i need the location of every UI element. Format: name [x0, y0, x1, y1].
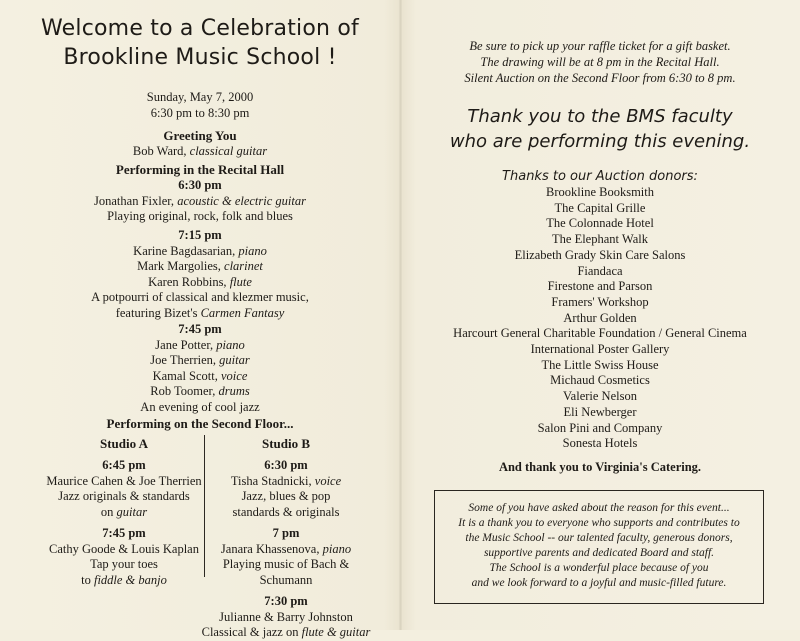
studio-b-s3-desc: Classical & jazz on [201, 625, 299, 639]
studio-b-s1-desc-2: standards & originals [232, 504, 340, 519]
set3-instrument-4: drums [218, 384, 250, 398]
studio-b-s1-performer [200, 474, 372, 490]
set2-name-2: Mark Margolies, [137, 259, 221, 273]
donors-list [400, 185, 800, 452]
studio-a-s2-names: Cathy Goode & Louis Kaplan [49, 541, 199, 556]
set2-name-1: Karine Bagdasarian, [133, 243, 236, 258]
raffle-line-2: The drawing will be at 8 pm in the Recital Hall. [480, 55, 720, 69]
set3-instrument-2: guitar [219, 353, 250, 367]
note-line: The School is a wonderful place because of you [489, 562, 709, 574]
recital-heading: Performing in the Recital Hall [115, 162, 285, 177]
studio-b-s3-inst: flute & guitar [301, 625, 371, 639]
set2-instrument-3: flute [229, 274, 252, 289]
donor-item: Sonesta Hotels [562, 436, 638, 451]
set1-performer [0, 194, 400, 210]
donor-item: Valerie Nelson [563, 389, 637, 404]
note-line: Some of you have asked about the reason for this event... [468, 502, 730, 514]
faculty-thanks-2: who are performing this evening. [449, 131, 751, 152]
studio-b-column [200, 436, 372, 641]
studio-a-s2-inst: fiddle & banjo [93, 572, 167, 587]
title-line-1: Welcome to a Celebration of [41, 16, 359, 41]
raffle-notice [400, 38, 800, 86]
raffle-line-1: Be sure to pick up your raffle ticket for a gift basket. [469, 39, 731, 53]
note-line: and we look forward to a joyful and music-filled future. [471, 577, 727, 589]
set1-name: Jonathan Fixler, [94, 193, 175, 208]
donor-item: The Colonnade Hotel [546, 216, 654, 231]
studio-b-s1-desc-1: Jazz, blues & pop [241, 489, 331, 503]
studio-a-s1-inst-line [38, 505, 210, 521]
set3-name-3: Kamal Scott, [152, 368, 218, 383]
set2-desc-2b: Carmen Fantasy [200, 305, 285, 320]
set1-time: 6:30 pm [178, 178, 222, 192]
note-line: It is a thank you to everyone who supports and contributes to [458, 517, 740, 529]
studio-a-s2-inst-line [38, 573, 210, 589]
greeting-name: Bob Ward, [132, 144, 187, 158]
set1-desc: Playing original, rock, folk and blues [107, 209, 293, 223]
faculty-thanks [400, 104, 800, 154]
studio-b-s3-names: Julianne & Barry Johnston [219, 609, 353, 624]
donor-item: Eli Newberger [563, 404, 637, 419]
set3-desc: An evening of cool jazz [140, 399, 260, 414]
set1-instrument: acoustic & electric guitar [177, 193, 306, 208]
set3-time: 7:45 pm [178, 322, 222, 336]
set3-performer-4 [0, 384, 400, 400]
faculty-thanks-1: Thank you to the BMS faculty [467, 106, 733, 127]
set3-instrument-3: voice [221, 368, 248, 383]
donors-heading: Thanks to our Auction donors: [502, 169, 698, 184]
set3-instrument-1: piano [216, 337, 245, 352]
set3-performer-2 [0, 353, 400, 369]
studio-a-s1-desc: Jazz originals & standards [58, 489, 190, 503]
studio-b-s1-name: Tisha Stadnicki, [230, 473, 312, 488]
donor-item: Framers' Workshop [551, 294, 649, 309]
set2-desc-1: A potpourri of classical and klezmer music, [91, 290, 309, 304]
second-floor-heading-wrap [0, 416, 400, 432]
set2-performer-1 [0, 244, 400, 260]
studio-b-s2-time: 7 pm [272, 526, 300, 540]
donor-item: Fiandaca [577, 263, 623, 278]
set3-name-4: Rob Toomer, [150, 384, 216, 398]
event-date-time [0, 90, 400, 121]
greeting-section [0, 128, 400, 160]
studio-b-s2-desc: Playing music of Bach & Schumann [222, 557, 350, 587]
closing-note-box [434, 490, 764, 604]
event-time: 6:30 pm to 8:30 pm [150, 105, 250, 120]
studio-b-s3-desc-line [200, 625, 372, 641]
set2-desc-2 [0, 306, 400, 322]
studio-a-heading: Studio A [99, 436, 149, 451]
greeting-heading: Greeting You [163, 128, 237, 143]
donor-item: Brookline Booksmith [546, 185, 654, 199]
set2-performer-2 [0, 259, 400, 275]
studio-b-s2-inst: piano [322, 541, 352, 556]
set3-performer-1 [0, 338, 400, 354]
studio-a-column [38, 436, 210, 588]
donor-item: Salon Pini and Company [537, 420, 663, 435]
set2-instrument-1: piano [238, 243, 267, 258]
catering-thanks: And thank you to Virginia's Catering. [498, 460, 702, 474]
studio-a-s2-to: to [81, 572, 91, 587]
studio-b-s1-inst: voice [314, 473, 342, 488]
studio-b-heading: Studio B [261, 436, 311, 451]
greeting-performer [0, 144, 400, 160]
donor-item: Elizabeth Grady Skin Care Salons [514, 247, 686, 262]
donor-item: The Little Swiss House [541, 357, 659, 372]
studio-a-s1-inst: guitar [116, 504, 148, 519]
set2-time: 7:15 pm [178, 228, 222, 242]
recital-hall-section [0, 162, 400, 225]
studio-b-s2-name: Janara Khassenova, [220, 541, 320, 556]
studio-a-s1-on: on [100, 504, 114, 519]
set3-performer-3 [0, 369, 400, 385]
note-line: supportive parents and dedicated Board and staff. [483, 547, 715, 559]
studio-a-s2-time: 7:45 pm [102, 526, 146, 540]
page-title [0, 14, 400, 72]
set2-instrument-2: clarinet [224, 259, 263, 273]
event-date: Sunday, May 7, 2000 [146, 90, 254, 104]
studio-b-s3-time: 7:30 pm [264, 594, 308, 608]
donor-item: The Capital Grille [554, 200, 646, 215]
set3-name-1: Jane Potter, [155, 337, 214, 352]
studio-a-s1-time: 6:45 pm [102, 458, 146, 472]
greeting-role: classical guitar [189, 144, 268, 158]
set2-name-3: Karen Robbins, [148, 274, 227, 289]
set2-performer-3 [0, 275, 400, 291]
studio-a-s1-names: Maurice Cahen & Joe Therrien [46, 473, 202, 488]
second-floor-heading: Performing on the Second Floor... [106, 416, 294, 431]
raffle-line-3: Silent Auction on the Second Floor from 6:30 to 8 pm. [464, 71, 736, 85]
set3-name-2: Joe Therrien, [150, 353, 217, 367]
donor-item: The Elephant Walk [552, 232, 648, 247]
set3-section [0, 322, 400, 415]
set2-section [0, 228, 400, 321]
set2-desc-2a: featuring Bizet's [115, 305, 198, 320]
donor-item: Michaud Cosmetics [550, 373, 650, 388]
studio-b-s1-time: 6:30 pm [264, 458, 308, 472]
studio-b-s2-performer [200, 542, 372, 558]
title-line-2: Brookline Music School ! [63, 45, 337, 70]
donor-item: Arthur Golden [563, 310, 637, 325]
studio-a-s2-desc: Tap your toes [90, 557, 158, 571]
donor-item: International Poster Gallery [530, 342, 670, 357]
note-line: the Music School -- our talented faculty, generous donors, [465, 532, 733, 544]
donor-item: Firestone and Parson [547, 279, 653, 294]
donor-item: Harcourt General Charitable Foundation / General Cinema [453, 326, 747, 341]
